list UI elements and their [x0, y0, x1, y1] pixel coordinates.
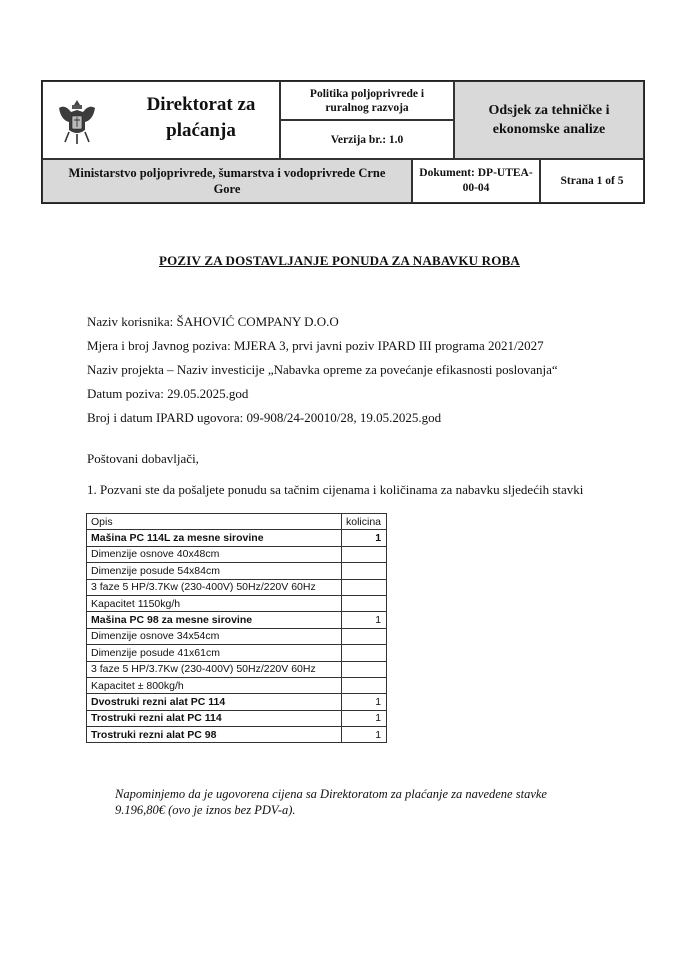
document-header [41, 80, 645, 204]
table-row [87, 563, 387, 579]
item-description: Trostruki rezni alat PC 98 [87, 727, 342, 743]
item-description: Dimenzije posude 54x84cm [87, 563, 342, 579]
item-description: Dimenzije posude 41x61cm [87, 645, 342, 661]
org-name-line1: Direktorat za [146, 94, 256, 115]
ipard-contract: Broj i datum IPARD ugovora: 09-908/24-20010/28, 19.05.2025.god [87, 410, 442, 425]
table-row [87, 628, 387, 644]
table-header-row [87, 514, 387, 530]
beneficiary-name: Naziv korisnika: ŠAHOVIĆ COMPANY D.O.O [87, 314, 339, 329]
item-description: Dimenzije osnove 40x48cm [87, 546, 342, 562]
item-quantity [342, 579, 387, 595]
item-quantity [342, 563, 387, 579]
project-name: Naziv projekta – Naziv investicije „Nabavka opreme za povećanje efikasnosti poslovanja“ [87, 362, 558, 377]
item-quantity [342, 677, 387, 693]
department-cell [454, 81, 644, 159]
item-description: Mašina PC 98 za mesne sirovine [87, 612, 342, 628]
policy-cell [280, 81, 454, 120]
policy-line1: Politika poljoprivrede i [309, 87, 425, 100]
measure-call: Mjera i broj Javnog poziva: MJERA 3, prvi javni poziv IPARD III programa 2021/2027 [87, 338, 544, 353]
price-note-line1: Napominjemo da je ugovorena cijena sa Direktoratom za plaćanje za navedene stavke [115, 787, 547, 801]
department-line2: ekonomske analize [492, 122, 606, 137]
document-id-line2: 00-04 [462, 182, 490, 194]
table-row [87, 530, 387, 546]
item-quantity: 1 [342, 694, 387, 710]
table-row [87, 694, 387, 710]
table-row [87, 546, 387, 562]
greeting: Poštovani dobavljači, [87, 451, 199, 466]
item-quantity [342, 628, 387, 644]
item-description: 3 faze 5 HP/3.7Kw (230-400V) 50Hz/220V 60Hz [87, 661, 342, 677]
table-row [87, 579, 387, 595]
version-cell: Verzija br.: 1.0 [280, 120, 454, 159]
items-table [86, 513, 387, 743]
table-row [87, 645, 387, 661]
item-description: 3 faze 5 HP/3.7Kw (230-400V) 50Hz/220V 60Hz [87, 579, 342, 595]
item-quantity [342, 546, 387, 562]
table-row [87, 612, 387, 628]
item-description: Dimenzije osnove 34x54cm [87, 628, 342, 644]
item-quantity: 1 [342, 710, 387, 726]
document-id-line1: Dokument: DP-UTEA- [419, 167, 533, 179]
document-title: POZIV ZA DOSTAVLJANJE PONUDA ZA NABAVKU ROBA [158, 253, 521, 268]
item-quantity [342, 595, 387, 611]
item-quantity: 1 [342, 727, 387, 743]
item-description: Kapacitet ± 800kg/h [87, 677, 342, 693]
header-organization-cell [42, 81, 280, 159]
item-description: Kapacitet 1150kg/h [87, 595, 342, 611]
intro-paragraph: 1. Pozvani ste da pošaljete ponudu sa tačnim cijenama i količinama za nabavku sljedećih stavki [87, 482, 584, 497]
table-row [87, 710, 387, 726]
price-note [115, 786, 585, 818]
document-id-cell [412, 159, 540, 203]
column-header-description: Opis [87, 514, 342, 530]
item-quantity: 1 [342, 612, 387, 628]
table-row [87, 727, 387, 743]
item-description: Dvostruki rezni alat PC 114 [87, 694, 342, 710]
table-row [87, 677, 387, 693]
item-quantity [342, 645, 387, 661]
coat-of-arms-icon [55, 96, 99, 146]
price-note-line2: 9.196,80€ (ovo je iznos bez PDV-a). [115, 803, 296, 817]
item-description: Trostruki rezni alat PC 114 [87, 710, 342, 726]
item-quantity [342, 661, 387, 677]
ministry-line1: Ministarstvo poljoprivrede, šumarstva i vodoprivrede Crne [68, 166, 386, 180]
policy-line2: ruralnog razvoja [325, 101, 409, 114]
department-line1: Odsjek za tehničke i [488, 103, 610, 118]
call-date: Datum poziva: 29.05.2025.god [87, 386, 249, 401]
item-quantity: 1 [342, 530, 387, 546]
item-description: Mašina PC 114L za mesne sirovine [87, 530, 342, 546]
table-row [87, 595, 387, 611]
page-number-cell: Strana 1 of 5 [540, 159, 644, 203]
ministry-line2: Gore [213, 182, 241, 196]
org-name-line2: plaćanja [166, 120, 236, 141]
table-row [87, 661, 387, 677]
ministry-cell [42, 159, 412, 203]
column-header-quantity: kolicina [342, 514, 387, 530]
